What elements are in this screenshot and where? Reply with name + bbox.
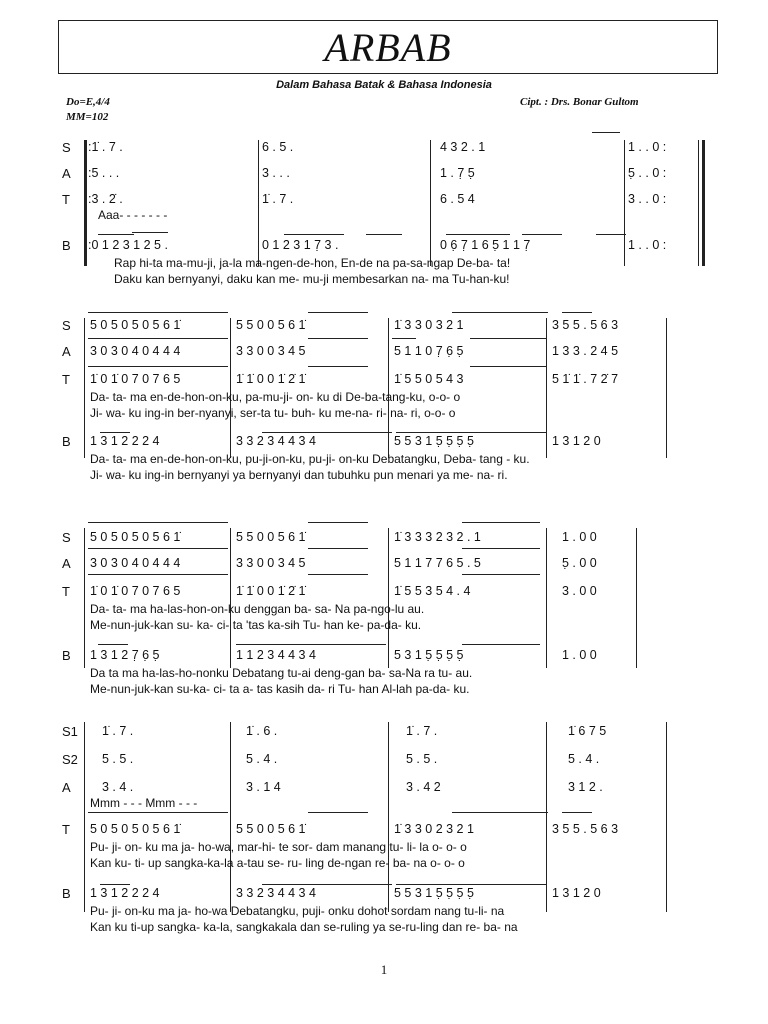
part-label: T xyxy=(62,372,70,387)
measure: 1̇ 5 5 3 5 4 . 4 xyxy=(394,584,471,598)
part-label: T xyxy=(62,822,70,837)
beam-line xyxy=(132,232,168,233)
measure: 1 1 2 3 4 4 3 4 xyxy=(236,648,316,662)
measure: 1̇ 0 1̇ 0 7 0 7 6 5 xyxy=(90,584,181,598)
lyric-line-indonesian: Daku kan bernyanyi, daku kan me- mu-ji membesarkan na- ma Tu-han-ku! xyxy=(114,272,510,286)
measure: 1 3 1 2 2 2 4 xyxy=(90,886,160,900)
measure: 3 0 3 0 4 0 4 4 4 xyxy=(90,556,181,570)
key-signature: Do=E,4/4 xyxy=(66,96,110,108)
measure: 5̣ . 0 0 xyxy=(562,556,597,570)
lyric-line-indonesian: Ji- wa- ku ing-in bernyanyi ya bernyanyi dan tubuhku pun menari ya me- na- ri. xyxy=(90,468,508,482)
beam-line xyxy=(308,338,368,339)
beam-line xyxy=(88,548,228,549)
part-label: S xyxy=(62,140,71,155)
measure: 0 6̣ 7̣ 1 6 5̣ 1 1 7̣ xyxy=(440,238,531,252)
beam-line xyxy=(562,812,592,813)
beam-line xyxy=(308,548,368,549)
tempo: MM=102 xyxy=(66,111,109,123)
measure: 1 3 1 2 0 xyxy=(552,434,601,448)
part-label: B xyxy=(62,238,71,253)
beam-line xyxy=(308,366,368,367)
barline xyxy=(702,140,705,266)
measure: 3 0 3 0 4 0 4 4 4 xyxy=(90,344,181,358)
part-label: A xyxy=(62,166,71,181)
barline xyxy=(84,722,85,912)
part-label: S xyxy=(62,318,71,333)
beam-line xyxy=(392,338,416,339)
barline xyxy=(430,140,431,266)
measure: 5 3 1 5̣ 5̣ 5̣ 5̣ xyxy=(394,648,464,662)
beam-line xyxy=(396,884,546,885)
beam-line xyxy=(522,234,562,235)
part-label: T xyxy=(62,584,70,599)
measure: 1 . 0 0 xyxy=(562,530,597,544)
barline xyxy=(388,528,389,668)
barline xyxy=(666,318,667,458)
measure: 3 3 0 0 3 4 5 xyxy=(236,556,306,570)
beam-line xyxy=(596,234,626,235)
beam-line xyxy=(88,574,228,575)
measure: 5 0 5 0 5 0 5 6 1̇ xyxy=(90,530,181,544)
beam-line xyxy=(462,522,540,523)
beam-line xyxy=(308,522,368,523)
measure: 1̇ 5 5 0 5 4 3 xyxy=(394,372,464,386)
measure: 1̇ 3 3 3 2 3 2 . 1 xyxy=(394,530,481,544)
barline xyxy=(698,140,699,266)
beam-line xyxy=(262,432,392,433)
measure: 3 . 4 . xyxy=(102,780,134,794)
part-label: S xyxy=(62,530,71,545)
beam-line xyxy=(462,644,540,645)
measure: 1 3 1 2 2 2 4 xyxy=(90,434,160,448)
barline xyxy=(230,722,231,912)
beam-line xyxy=(452,312,548,313)
measure: 1̇ 3 3 0 2 3 2 1 xyxy=(394,822,474,836)
measure: 1̇ 6 7 5 xyxy=(568,724,607,738)
title-box xyxy=(58,20,718,74)
measure: 6 . 5 . xyxy=(262,140,294,154)
measure: 6 . 5 4 xyxy=(440,192,475,206)
measure: :1̇ . 7 . xyxy=(88,140,123,154)
measure: 5̣ . . 0 : xyxy=(628,166,667,180)
measure: 4 3 2 . 1 xyxy=(440,140,486,154)
tenor-lyric: Aaa- - - - - - - xyxy=(98,208,168,222)
barline xyxy=(624,140,625,266)
measure: 5 5 0 0 5 6 1̇ xyxy=(236,318,306,332)
lyric-line-batak: Pu- ji- on-ku ma ja- ho-wa Debatangku, puji- onku dohot sordam nang tu-li- na xyxy=(90,904,505,918)
tenor-lyric: Da- ta- ma en-de-hon-on-ku, pa-mu-ji- on- ku di De-ba-tang-ku, o-o- o xyxy=(90,390,461,404)
beam-line xyxy=(100,884,130,885)
part-label: S2 xyxy=(62,752,78,767)
barline xyxy=(666,722,667,912)
beam-line xyxy=(308,312,368,313)
part-label: A xyxy=(62,556,71,571)
beam-line xyxy=(88,338,228,339)
tenor-lyric: Kan ku- ti- up sangka-ka-la a-tau se- ru- ling de-ngan re- ba- na o- o- o xyxy=(90,856,465,870)
measure: 1̇ 1̇ 0 0 1̇ 2̇ 1̇ xyxy=(236,584,306,598)
subtitle: Dalam Bahasa Batak & Bahasa Indonesia xyxy=(276,79,492,91)
lyric-line-batak: Da ta ma ha-las-ho-nonku Debatang tu-ai deng-gan ba- sa-Na ra tu- au. xyxy=(90,666,473,680)
measure: 5 5 3 1 5̣ 5̣ 5̣ 5̣ xyxy=(394,886,474,900)
beam-line xyxy=(100,432,130,433)
measure: 3 . . 0 : xyxy=(628,192,667,206)
measure: :5 . . . xyxy=(88,166,120,180)
tenor-lyric: Ji- wa- ku ing-in ber-nyanyi, ser-ta tu- buh- ku me-na- ri- na- ri, o-o- o xyxy=(90,406,456,420)
measure: 0 1 2 3 1 7̣ 3 . xyxy=(262,238,339,252)
beam-line xyxy=(592,132,620,133)
measure: 1 . . 0 : xyxy=(628,140,667,154)
tenor-lyric: Me-nun-juk-kan su- ka- ci- ta 'tas ka-sih Tu- han ke- pa-da- ku. xyxy=(90,618,422,632)
lyric-line-batak: Rap hi-ta ma-mu-ji, ja-la ma-ngen-de-hon, En-de na pa-sa-ngap De-ba- ta! xyxy=(114,256,511,270)
measure: 1 3 1 2 7̣ 6̣ 5̣ xyxy=(90,648,160,662)
part-label: B xyxy=(62,886,71,901)
measure: :0 1 2 3 1 2 5 . xyxy=(88,238,168,252)
song-title: ARBAB xyxy=(324,25,452,70)
measure: 1̇ . 7 . xyxy=(406,724,438,738)
measure: 5 5 0 0 5 6 1̇ xyxy=(236,822,306,836)
beam-line xyxy=(396,432,546,433)
beam-line xyxy=(98,644,128,645)
beam-line xyxy=(88,812,228,813)
part-label: A xyxy=(62,344,71,359)
measure: 1̇ 1̇ 0 0 1̇ 2̇ 1̇ xyxy=(236,372,306,386)
measure: 5 0 5 0 5 0 5 6 1̇ xyxy=(90,318,181,332)
barline xyxy=(546,722,547,912)
barline xyxy=(546,318,547,458)
measure: 5 1 1 7 7 6 5 . 5 xyxy=(394,556,481,570)
beam-line xyxy=(470,366,546,367)
part-label: T xyxy=(62,192,70,207)
barline xyxy=(230,528,231,668)
barline xyxy=(258,140,259,266)
measure: :3 . 2̇ . xyxy=(88,192,123,206)
lyric-line-indonesian: Me-nun-juk-kan su-ka- ci- ta a- tas kasih da- ri Tu- han Al-lah pa-da- ku. xyxy=(90,682,470,696)
measure: 1̇ . 7 . xyxy=(102,724,134,738)
barline xyxy=(636,528,637,668)
barline xyxy=(388,318,389,458)
measure: 1 . 7̣ 5̣ xyxy=(440,166,475,180)
barline xyxy=(230,318,231,458)
measure: 5 . 5 . xyxy=(102,752,134,766)
beam-line xyxy=(88,522,228,523)
measure: 5 1̇ 1̇ . 7 2̇ 7 xyxy=(552,372,619,386)
measure: 1̇ 3 3 0 3 2 1 xyxy=(394,318,464,332)
beam-line xyxy=(562,312,592,313)
beam-line xyxy=(88,312,228,313)
measure: 5 5 3 1 5̣ 5̣ 5̣ 5̣ xyxy=(394,434,474,448)
measure: 5 . 5 . xyxy=(406,752,438,766)
measure: 5 . 4 . xyxy=(568,752,600,766)
beam-line xyxy=(462,548,540,549)
lyric-line-indonesian: Kan ku ti-up sangka- ka-la, sangkakala dan se-ruling ya se-ru-ling dan re- ba- na xyxy=(90,920,518,934)
measure: 3 . . . xyxy=(262,166,290,180)
part-label: B xyxy=(62,648,71,663)
barline xyxy=(388,722,389,912)
measure: 1 . . 0 : xyxy=(628,238,667,252)
barline xyxy=(546,528,547,668)
measure: 1̇ . 6 . xyxy=(246,724,278,738)
measure: 1 3 1 2 0 xyxy=(552,886,601,900)
measure: 1 . 0 0 xyxy=(562,648,597,662)
measure: 5 5 0 0 5 6 1̇ xyxy=(236,530,306,544)
composer: Cipt. : Drs. Bonar Gultom xyxy=(520,96,639,108)
measure: 1 3 3 . 2 4 5 xyxy=(552,344,619,358)
measure: 3 5 5 . 5 6 3 xyxy=(552,318,619,332)
measure: 3 1 2 . xyxy=(568,780,603,794)
measure: 5 . 4 . xyxy=(246,752,278,766)
lyric-line-batak: Da- ta- ma en-de-hon-on-ku, pu-ji-on-ku, pu-ji- on-ku Debatangku, Deba- tang - ku. xyxy=(90,452,530,466)
beam-line xyxy=(262,884,392,885)
part-label: S1 xyxy=(62,724,78,739)
tenor-lyric: Pu- ji- on- ku ma ja- ho-wa, mar-hi- te sor- dam manang tu- li- la o- o- o xyxy=(90,840,467,854)
measure: 5 1 1 0 7̣ 6̣ 5̣ xyxy=(394,344,464,358)
part-label: A xyxy=(62,780,71,795)
measure: 1̇ . 7 . xyxy=(262,192,294,206)
measure: 3 3 2 3 4 4 3 4 xyxy=(236,434,316,448)
beam-line xyxy=(462,574,540,575)
barline xyxy=(84,528,85,668)
part-label: B xyxy=(62,434,71,449)
measure: 3 . 1 4 xyxy=(246,780,281,794)
tenor-lyric: Da- ta- ma ha-las-hon-on-ku denggan ba- sa- Na pa-ngo-lu au. xyxy=(90,602,425,616)
measure: 3 3 2 3 4 4 3 4 xyxy=(236,886,316,900)
beam-line xyxy=(88,366,228,367)
beam-line xyxy=(236,644,386,645)
beam-line xyxy=(452,812,548,813)
beam-line xyxy=(366,234,402,235)
alto-lyric: Mmm - - - Mmm - - - xyxy=(90,796,198,810)
measure: 3 5 5 . 5 6 3 xyxy=(552,822,619,836)
beam-line xyxy=(446,234,510,235)
measure: 3 . 4 2 xyxy=(406,780,441,794)
beam-line xyxy=(284,234,344,235)
beam-line xyxy=(98,234,134,235)
beam-line xyxy=(308,574,368,575)
measure: 3 3 0 0 3 4 5 xyxy=(236,344,306,358)
measure: 3 . 0 0 xyxy=(562,584,597,598)
measure: 1̇ 0 1̇ 0 7 0 7 6 5 xyxy=(90,372,181,386)
barline xyxy=(84,140,87,266)
page-number: 1 xyxy=(380,962,388,977)
measure: 5 0 5 0 5 0 5 6 1̇ xyxy=(90,822,181,836)
barline xyxy=(84,318,85,458)
beam-line xyxy=(308,812,368,813)
beam-line xyxy=(470,338,546,339)
